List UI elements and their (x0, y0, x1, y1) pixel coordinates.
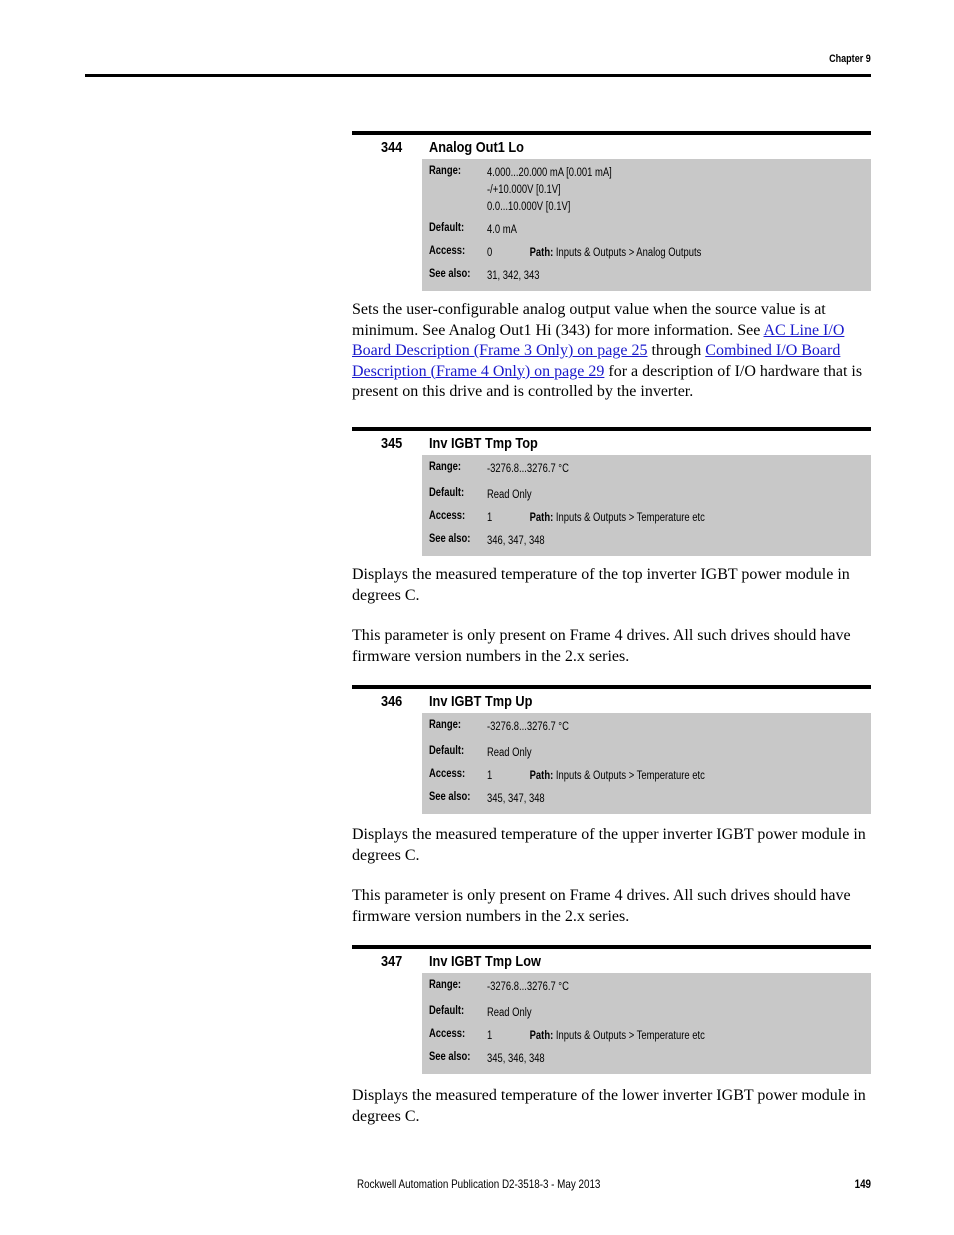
see-also-value: 346, 347, 348 (487, 535, 545, 547)
param-345 (352, 427, 871, 556)
param-table (422, 455, 871, 556)
default-label: Default: (429, 745, 465, 757)
path-label: Path: (529, 1030, 554, 1042)
param-345-description-1: Displays the measured temperature of the top inverter IGBT power module in degrees C. (352, 566, 850, 604)
header-rule (85, 74, 871, 77)
range-value (487, 165, 612, 216)
see-also-label: See also: (429, 268, 471, 280)
default-label: Default: (429, 487, 465, 499)
default-value: Read Only (487, 747, 532, 759)
param-347-description-1: Displays the measured temperature of the lower inverter IGBT power module in degrees C. (352, 1087, 866, 1125)
access-label: Access: (429, 245, 466, 257)
access-path (487, 1028, 705, 1045)
range-value: -3276.8...3276.7 °C (487, 721, 569, 733)
default-label: Default: (429, 222, 465, 234)
access-value: 0 (487, 247, 493, 259)
path-value: Inputs & Outputs > Temperature etc (555, 770, 705, 782)
see-also-label: See also: (429, 791, 471, 803)
range-label: Range: (429, 461, 461, 473)
range-line: -/+10.000V [0.1V] (487, 184, 561, 196)
default-value: Read Only (487, 1007, 532, 1019)
param-table (422, 713, 871, 814)
param-347 (352, 945, 871, 1074)
param-number: 346 (381, 693, 403, 710)
param-number: 344 (381, 139, 403, 156)
see-also-value: 345, 347, 348 (487, 793, 545, 805)
param-346 (352, 685, 871, 814)
desc-text: through (647, 342, 706, 359)
chapter-label: Chapter 9 (829, 53, 871, 65)
desc-text: for a description of I/O hardware that is present on this drive and is controlled by the inverter. (352, 362, 863, 400)
see-also-value: 345, 346, 348 (487, 1053, 545, 1065)
access-label: Access: (429, 1028, 466, 1040)
range-line: 0.0...10.000V [0.1V] (487, 201, 571, 213)
default-value: Read Only (487, 489, 532, 501)
range-line: 4.000...20.000 mA [0.001 mA] (487, 167, 612, 179)
default-label: Default: (429, 1005, 465, 1017)
path-value: Inputs & Outputs > Temperature etc (555, 512, 705, 524)
param-name: Inv IGBT Tmp Top (429, 435, 538, 452)
param-table (422, 973, 871, 1074)
param-name: Inv IGBT Tmp Low (429, 953, 541, 970)
access-value: 1 (487, 770, 493, 782)
path-value: Inputs & Outputs > Temperature etc (555, 1030, 705, 1042)
path-label: Path: (529, 512, 554, 524)
param-344 (352, 131, 871, 291)
access-label: Access: (429, 510, 466, 522)
range-value: -3276.8...3276.7 °C (487, 463, 569, 475)
see-also-label: See also: (429, 533, 471, 545)
access-value: 1 (487, 1030, 493, 1042)
param-346-description-2: This parameter is only present on Frame 4 drives. All such drives should have firmware version numbers in the 2.x series. (352, 887, 851, 925)
param-346-description-1: Displays the measured temperature of the upper inverter IGBT power module in degrees C. (352, 826, 866, 864)
range-label: Range: (429, 979, 461, 991)
path-label: Path: (529, 770, 554, 782)
see-also-label: See also: (429, 1051, 471, 1063)
link-combined-io-board[interactable]: Combined I/O Board Description (Frame 4 Only) on page 29 (352, 342, 841, 380)
page-number: 149 (854, 1177, 871, 1191)
see-also-value: 31, 342, 343 (487, 270, 540, 282)
param-number: 347 (381, 953, 403, 970)
param-name: Analog Out1 Lo (429, 139, 524, 156)
path-label: Path: (529, 247, 554, 259)
range-value: -3276.8...3276.7 °C (487, 981, 569, 993)
access-path (487, 510, 705, 527)
access-path (487, 245, 701, 262)
path-value: Inputs & Outputs > Analog Outputs (555, 247, 702, 259)
default-value: 4.0 mA (487, 224, 517, 236)
desc-text: Sets the user-configurable analog output value when the source value is at minimum. See Analog Out1 Hi (343) for more information. See (352, 301, 826, 339)
access-path (487, 768, 705, 785)
param-name: Inv IGBT Tmp Up (429, 693, 533, 710)
link-ac-line-io-board[interactable]: AC Line I/O Board Description (Frame 3 Only) on page 25 (352, 321, 845, 359)
range-label: Range: (429, 719, 461, 731)
param-344-description (352, 300, 877, 403)
range-label: Range: (429, 165, 461, 177)
access-value: 1 (487, 512, 493, 524)
param-table (422, 159, 871, 291)
param-number: 345 (381, 435, 403, 452)
footer-publication: Rockwell Automation Publication D2-3518-3 - May 2013 (357, 1177, 601, 1191)
access-label: Access: (429, 768, 466, 780)
param-345-description-2: This parameter is only present on Frame 4 drives. All such drives should have firmware version numbers in the 2.x series. (352, 627, 851, 665)
